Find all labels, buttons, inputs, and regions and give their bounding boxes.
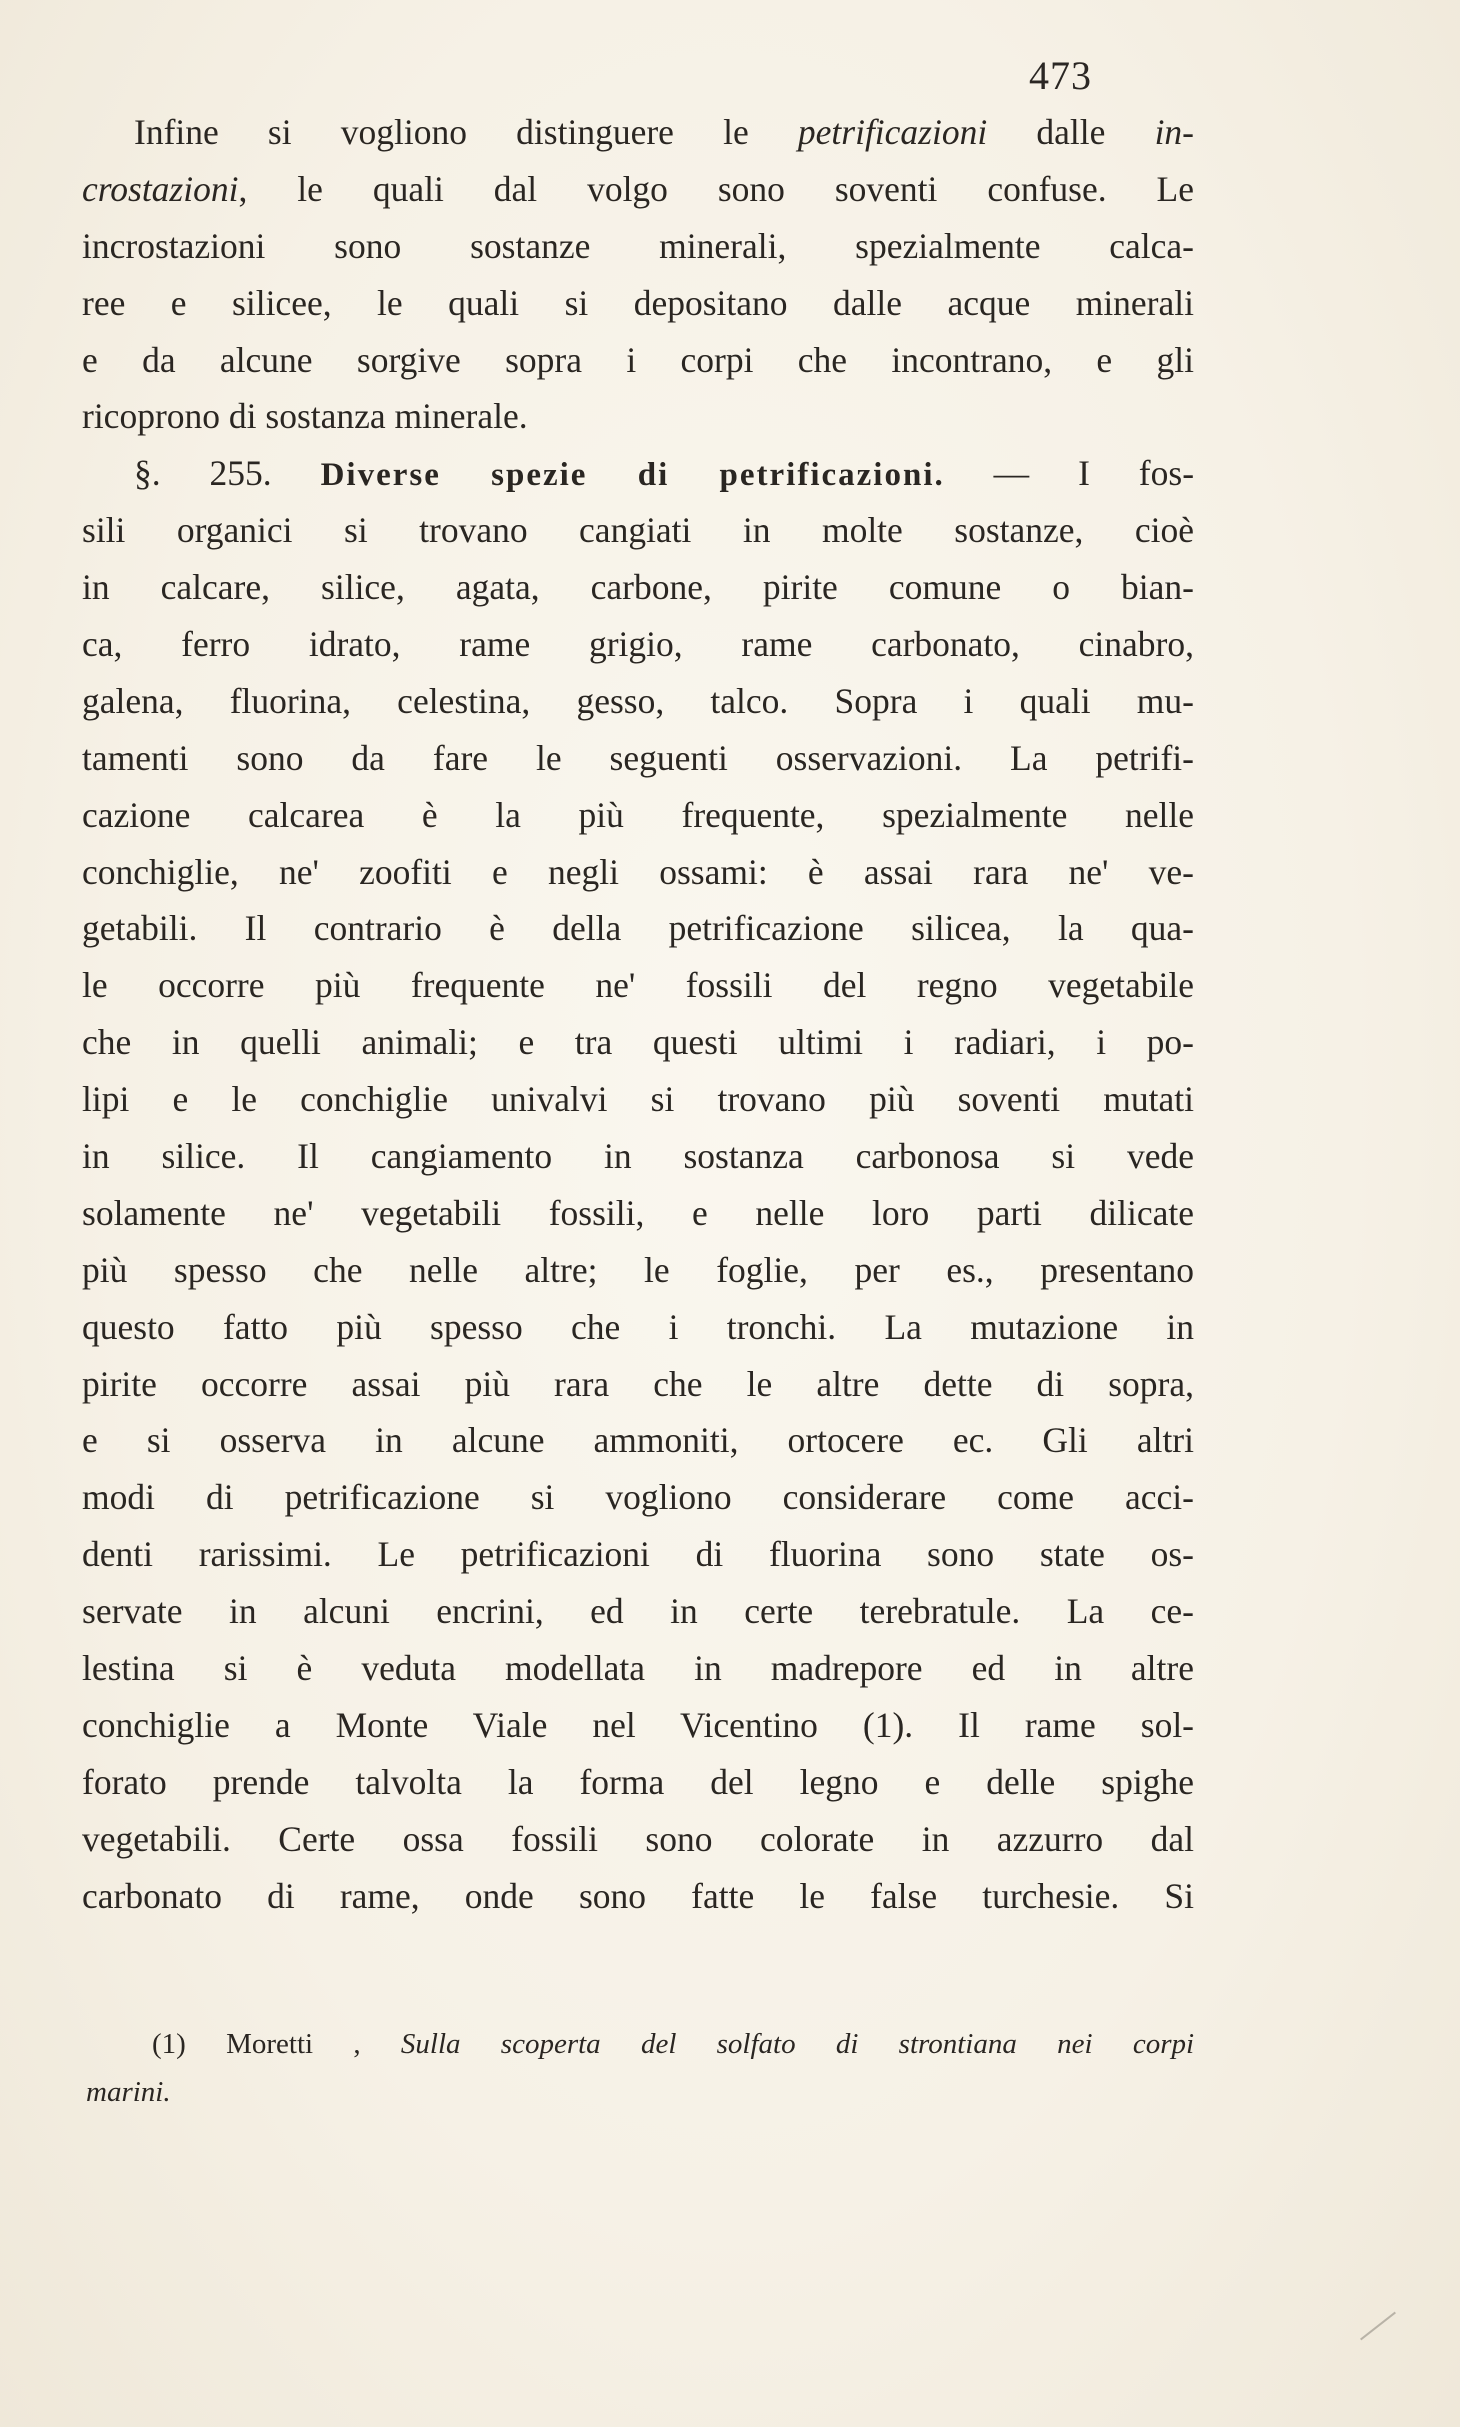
text-line: [82, 1469, 1194, 1526]
text-line: [82, 900, 1194, 957]
text-segment: in silice. Il cangiamento in sostanza carbonosa si vede: [82, 1136, 1194, 1177]
body-text: [82, 104, 1194, 1925]
text-line: [82, 844, 1194, 901]
text-line: [82, 787, 1194, 844]
text-segment: solamente ne' vegetabili fossili, e nelle loro parti dilicate: [82, 1192, 1194, 1233]
text-segment: modi di petrificazione si vogliono considerare come acci-: [82, 1477, 1194, 1518]
text-segment: galena, fluorina, celestina, gesso, talco. Sopra i quali mu-: [82, 680, 1194, 721]
text-line: [82, 104, 1194, 161]
text-segment: petrificazioni: [797, 112, 988, 152]
text-line: [82, 1071, 1194, 1128]
footnote-separator: ,: [313, 2028, 361, 2060]
text-line: [82, 1526, 1194, 1583]
text-line: [82, 1185, 1194, 1242]
text-line: [82, 730, 1194, 787]
text-line: [82, 1697, 1194, 1754]
text-line: [82, 1299, 1194, 1356]
text-segment: forato prende talvolta la forma del legno e delle spighe: [82, 1761, 1194, 1802]
text-segment: ricoprono di sostanza minerale.: [82, 396, 528, 437]
footnote-line-1: [82, 2020, 1194, 2068]
text-segment: ree e silicee, le quali si depositano dalle acque minerali: [82, 282, 1194, 323]
text-line: [82, 1412, 1194, 1469]
text-line: [82, 275, 1194, 332]
text-line: [82, 1754, 1194, 1811]
text-segment: lestina si è veduta modellata in madrepore ed in altre: [82, 1648, 1194, 1689]
text-line: [82, 1356, 1194, 1413]
text-line: [82, 1014, 1194, 1071]
footnote: [82, 2020, 1194, 2116]
footnote-author: Moretti: [226, 2028, 314, 2060]
text-line: [82, 559, 1194, 616]
text-segment: in-: [1154, 112, 1194, 152]
text-segment: , le quali dal volgo sono soventi confuse. Le: [238, 168, 1194, 209]
text-line: [82, 673, 1194, 730]
footnote-title-part2: marini.: [86, 2076, 171, 2108]
page-number: 473: [1029, 53, 1092, 98]
text-segment: questo fatto più spesso che i tronchi. La mutazione in: [82, 1306, 1194, 1347]
text-segment: che in quelli animali; e tra questi ultimi i radiari, i po-: [82, 1022, 1194, 1063]
text-segment: ca, ferro idrato, rame grigio, rame carbonato, cinabro,: [82, 624, 1194, 665]
footnote-title-part1: Sulla scoperta del solfato di strontiana nei corpi: [400, 2028, 1195, 2060]
text-segment: cazione calcarea è la più frequente, spezialmente nelle: [82, 794, 1194, 835]
text-line: [82, 616, 1194, 673]
section-heading: Diverse spezie di petrificazioni.: [320, 457, 945, 494]
text-segment: lipi e le conchiglie univalvi si trovano più soventi mutati: [82, 1079, 1194, 1120]
text-segment: pirite occorre assai più rara che le altre dette di sopra,: [82, 1363, 1194, 1404]
text-segment: le occorre più frequente ne' fossili del regno vegetabile: [82, 965, 1194, 1006]
text-segment: dalle: [987, 112, 1155, 152]
footnote-marker: (1): [152, 2028, 186, 2060]
text-segment: sili organici si trovano cangiati in molte sostanze, cioè: [82, 510, 1194, 551]
text-segment: e si osserva in alcune ammoniti, ortocere ec. Gli altri: [82, 1420, 1194, 1461]
text-line: [82, 1128, 1194, 1185]
text-segment: Infine si vogliono distinguere le: [134, 112, 798, 152]
text-segment: in calcare, silice, agata, carbone, pirite comune o bian-: [82, 567, 1194, 608]
text-segment: conchiglie a Monte Viale nel Vicentino (1). Il rame sol-: [82, 1704, 1194, 1745]
text-line: [82, 218, 1194, 275]
text-line: [82, 161, 1194, 218]
text-line: [82, 1811, 1194, 1868]
text-segment: getabili. Il contrario è della petrificazione silicea, la qua-: [82, 908, 1194, 949]
text-segment: più spesso che nelle altre; le foglie, per es., presentano: [82, 1249, 1194, 1290]
text-segment: conchiglie, ne' zoofiti e negli ossami: è assai rara ne' ve-: [82, 851, 1194, 892]
text-segment: tamenti sono da fare le seguenti osservazioni. La petrifi-: [82, 737, 1194, 778]
text-line: [82, 332, 1194, 389]
text-line: [82, 957, 1194, 1014]
text-line: [82, 1640, 1194, 1697]
text-line: [82, 1868, 1194, 1925]
text-segment: incrostazioni sono sostanze minerali, spezialmente calca-: [82, 225, 1194, 266]
text-line: [82, 388, 1194, 445]
pencil-mark: [1360, 2312, 1396, 2341]
text-segment: crostazioni: [82, 168, 239, 209]
text-segment: — I fos-: [944, 453, 1195, 494]
text-segment: vegetabili. Certe ossa fossili sono colorate in azzurro dal: [82, 1818, 1194, 1859]
text-segment: denti rarissimi. Le petrificazioni di fluorina sono state os-: [82, 1534, 1194, 1575]
text-line: [82, 445, 1194, 502]
text-segment: servate in alcuni encrini, ed in certe terebratule. La ce-: [82, 1591, 1194, 1632]
text-segment: e da alcune sorgive sopra i corpi che incontrano, e gli: [82, 339, 1194, 380]
text-line: [82, 1242, 1194, 1299]
text-segment: carbonato di rame, onde sono fatte le false turchesie. Si: [82, 1875, 1194, 1916]
text-line: [82, 502, 1194, 559]
text-segment: §. 255.: [134, 453, 321, 494]
text-line: [82, 1583, 1194, 1640]
